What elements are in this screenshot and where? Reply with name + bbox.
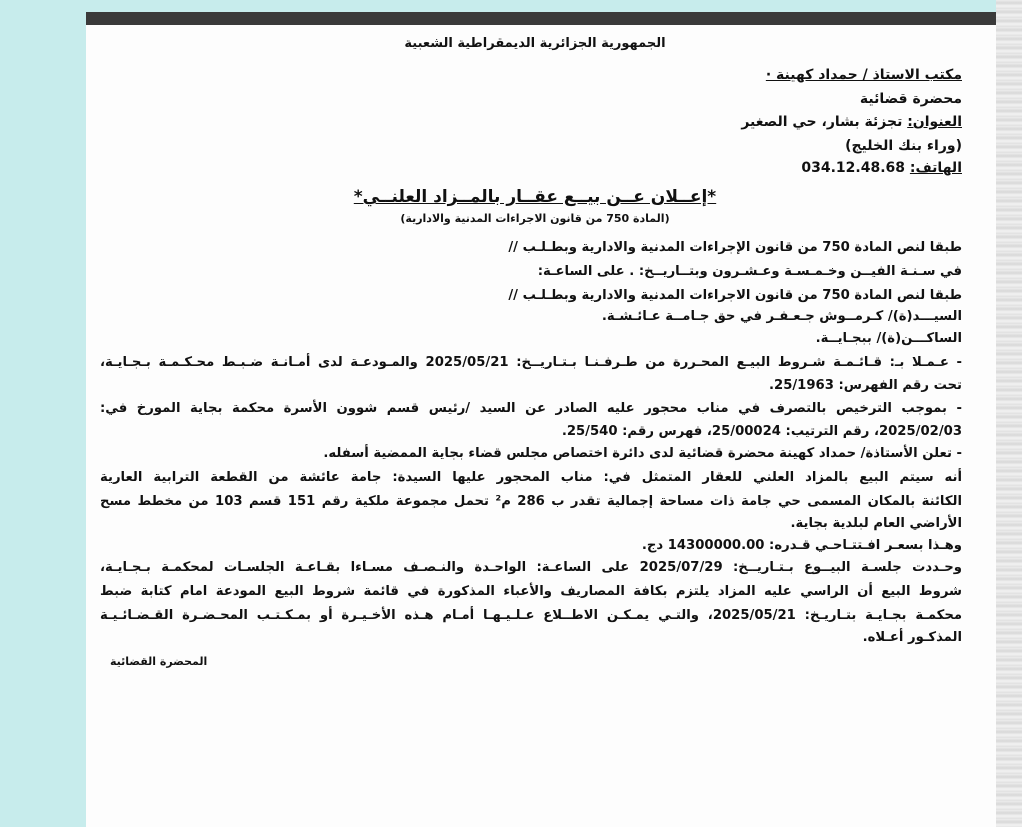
body-line-12: الكائنة بالمكان المسمى حي جامة ذات مساحة إجمالية تقدر ب 286 م² تحمل مجموعة ملكية رقم 151 قسم 103 من مخطط مسح	[100, 494, 963, 509]
document-subtitle: (المادة 750 من قانون الاجراءات المدنية والادارية)	[400, 212, 670, 225]
body-line-15: وحـددت جلسـة البيــوع بـتـاريــخ: 2025/07/29 على الساعـة: الواحـدة والنـصـف مسـاءا بقـاعـة الجلسـات لمحكمـة بـجـايـة،	[100, 560, 962, 575]
body-line-11: أنه سيتم البيع بالمزاد العلني للعقار المتمثل في: مناب المحجور عليها السيدة: جامة عائشة من القطعة الترابية العارية	[100, 470, 962, 485]
scan-background-top	[86, 0, 1022, 12]
office-type: محضرة قضائية	[859, 91, 962, 107]
document-title: *إعــلان عــن بيــع عقــار بالمــزاد العلنــي*	[353, 187, 717, 207]
scan-edge	[996, 0, 1022, 827]
body-line-6: - عـمـلا بـ: قـائـمـة شـروط البيـع المحـررة من طـرفـنـا بـتـاريــخ: 2025/05/21 والمـودعـة لدى أمـانـة ضـبـط محـكـمـة بـجـايـة،	[100, 355, 962, 370]
body-line-3: طبقا لنص المادة 750 من قانون الاجراءات المدنية والادارية وبطـلـب //	[508, 288, 962, 303]
body-line-9: 2025/02/03، رقم الترتيب: 25/00024، فهرس رقم: 25/540.	[561, 424, 962, 439]
body-line-2: في سـنـة الفيــن وخـمـسـة وعـشـرون وبتــاريــخ: . على الساعـة:	[537, 264, 962, 279]
body-line-14: وهـذا بسعـر افـتتـاحـي قـدره: 14300000.00 دج.	[641, 538, 962, 553]
phone-value: 034.12.48.68	[801, 160, 906, 176]
body-line-13: الأراضي العام لبلدية بجاية.	[790, 516, 962, 531]
header-bar	[86, 12, 996, 25]
body-line-18: المذكـور أعـلاه.	[862, 630, 962, 645]
body-line-17: محكمـة بجـايـة بتـاريـخ: 2025/05/21، والتـي يمـكـن الاطــلاع عـلـيـهـا أمـام هـذه الأخـيـرة أو بمـكـتـب المحـضـرة القـضـائـيـة	[100, 608, 963, 623]
document-page	[86, 12, 996, 827]
address-label: العنوان:	[907, 114, 962, 130]
body-line-5: الساكـــن(ة)/ ببجـايــة.	[815, 331, 962, 346]
address-value: تجزئة بشار، حي الصغير	[741, 114, 903, 130]
body-line-16: شروط البيع أن الراسي عليه المزاد يلتزم بكافة المصاريف والأعباء المذكورة في قائمة شروط البيع المودعة امام كتابة ضبط	[100, 584, 962, 599]
phone-line	[801, 160, 962, 176]
body-line-10: - تعلن الأستاذة/ حمداد كهينة محضرة قضائية لدى دائرة اختصاص مجلس قضاء بجاية الممضية أسفله.	[323, 446, 962, 461]
scan-background	[0, 0, 86, 827]
signature-label: المحضرة القضائية	[110, 655, 208, 668]
republic-header: الجمهورية الجزائرية الديمقراطية الشعبية	[404, 36, 666, 51]
address-line	[741, 114, 962, 130]
phone-label: الهاتف:	[909, 160, 962, 176]
address-note: (وراء بنك الخليج)	[845, 138, 962, 154]
office-name: مكتب الاستاذ / حمداد كهينة ·	[765, 67, 962, 83]
body-line-7: تحت رقم الفهرس: 25/1963.	[769, 378, 962, 393]
body-line-8: - بموجب الترخيص بالتصرف في مناب محجور عليه الصادر عن السيد /رئيس قسم شوون الأسرة محكمة بجاية المورخ في:	[100, 401, 962, 416]
body-line-1: طبقا لنص المادة 750 من قانون الإجراءات المدنية والادارية وبطـلـب //	[508, 240, 962, 255]
body-line-4: السيـــد(ة)/ كـرمــوش جـعـفـر في حق جـامــة عـائـشـة.	[601, 309, 962, 324]
